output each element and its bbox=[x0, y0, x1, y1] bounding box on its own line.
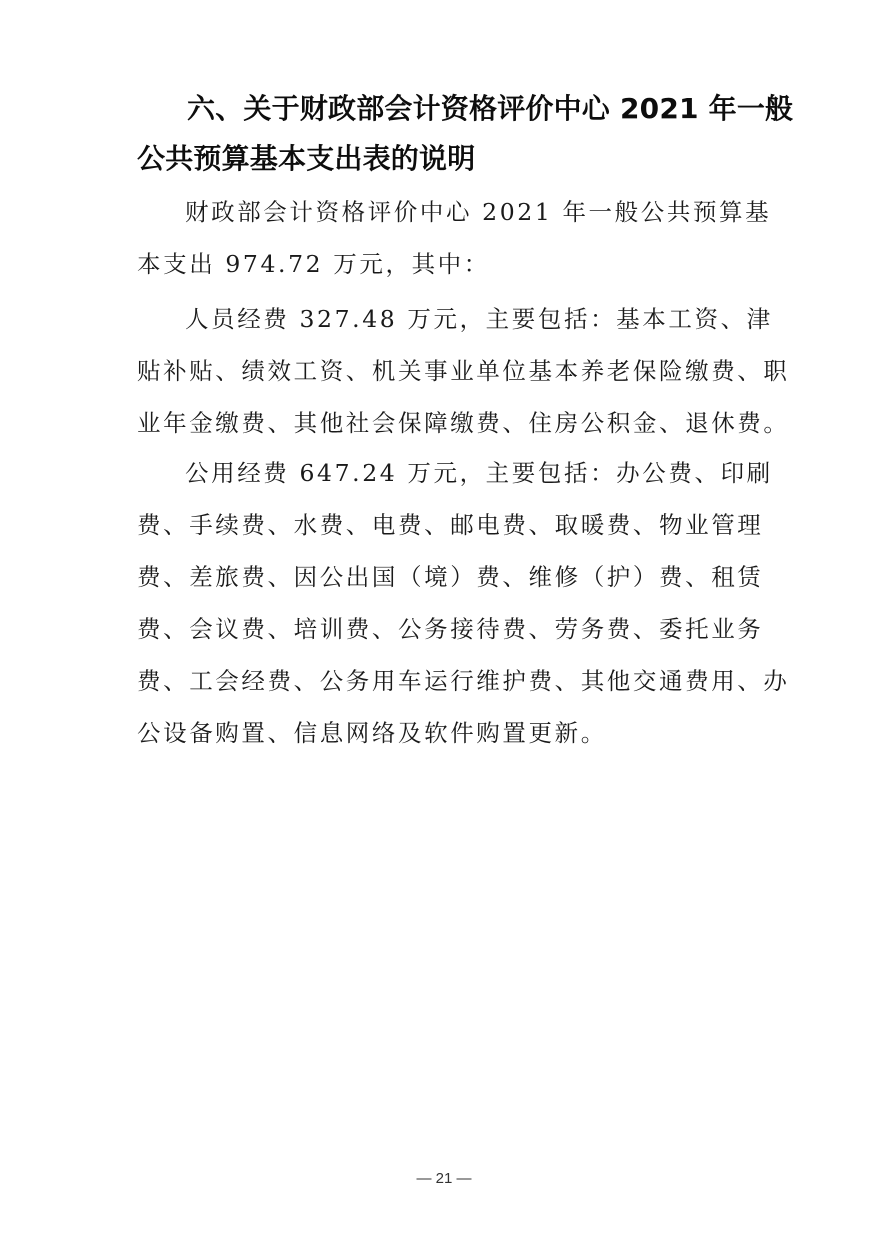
paragraph-public-expenses: 公用经费 647.24 万元，主要包括：办公费、印刷费、手续费、水费、电费、邮电费、取暖费、物业管理费、差旅费、因公出国（境）费、维修（护）费、租赁费、会议费、培训费、公务接待费、劳务费、委托业务费、工会经费、公务用车运行维护费、其他交通费用、办公设备购置、信息网络及软件购置更新。 bbox=[137, 459, 790, 747]
paragraph-personnel-expenses: 人员经费 327.48 万元，主要包括：基本工资、津贴补贴、绩效工资、机关事业单位基本养老保险缴费、职业年金缴费、其他社会保障缴费、住房公积金、退休费。 bbox=[137, 305, 790, 437]
section-heading: 六、关于财政部会计资格评价中心 2021 年一般公共预算基本支出表的说明 bbox=[137, 92, 794, 175]
paragraph-total-expenditure: 财政部会计资格评价中心 2021 年一般公共预算基本支出 974.72 万元，其中： bbox=[137, 198, 772, 278]
page-number: — 21 — bbox=[416, 1170, 472, 1187]
